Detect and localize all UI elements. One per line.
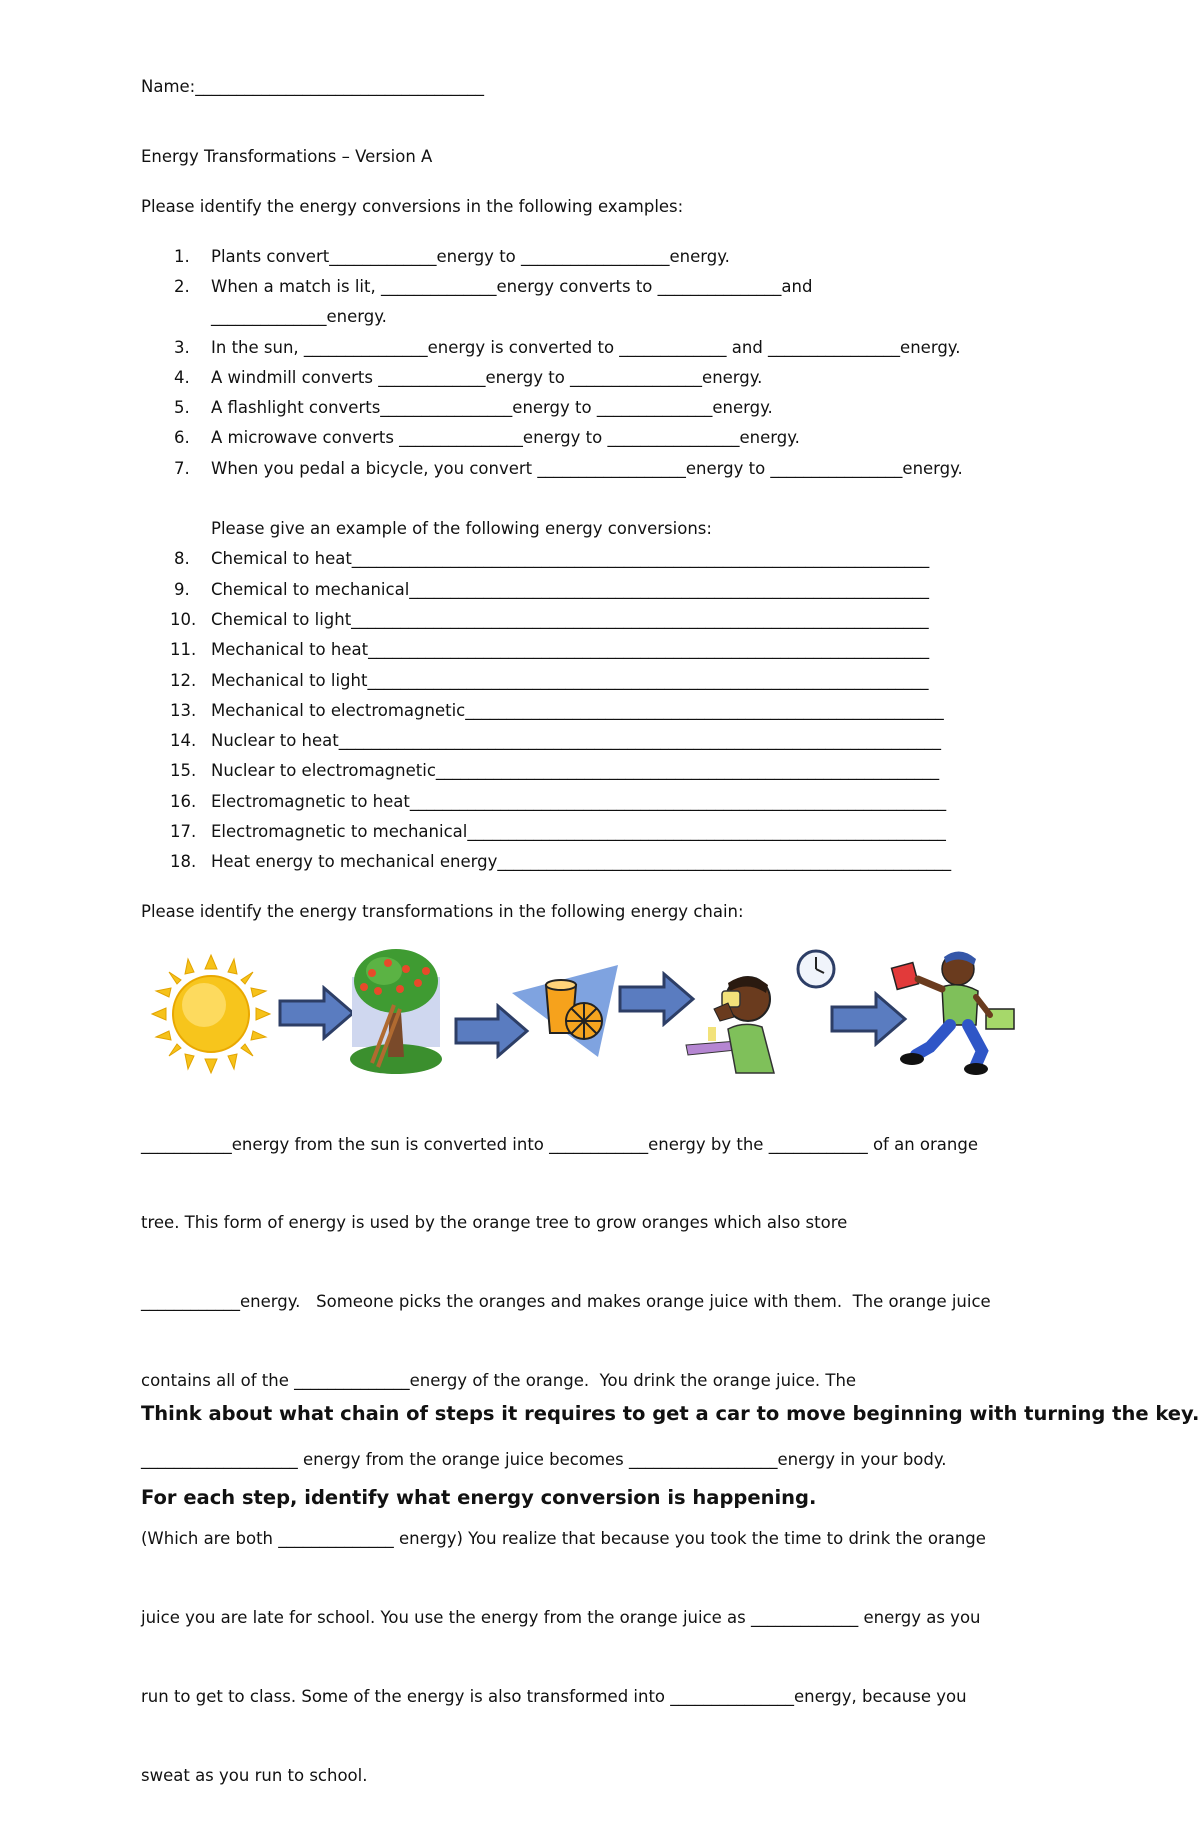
question-text: Electromagnetic to heat_________________________________________________________________ bbox=[211, 792, 947, 811]
question-text: Electromagnetic to mechanical__________________________________________________________ bbox=[211, 822, 946, 841]
question-text: Chemical to light______________________________________________________________________ bbox=[211, 610, 929, 629]
question-text: Mechanical to light____________________________________________________________________ bbox=[211, 671, 929, 690]
question-text: A flashlight converts________________energy to ______________energy. bbox=[211, 398, 773, 417]
final-prompt bbox=[141, 1344, 1200, 1568]
paragraph-line: ___________energy from the sun is converted into ____________energy by the ____________ of an orange bbox=[141, 1134, 978, 1154]
question-text: Mechanical to heat____________________________________________________________________ bbox=[211, 640, 930, 659]
question-number: 4. bbox=[174, 368, 190, 387]
question-number: 12. bbox=[170, 671, 197, 690]
orange-tree-icon bbox=[348, 947, 444, 1075]
question-number: 6. bbox=[174, 428, 190, 447]
question-number: 7. bbox=[174, 459, 190, 478]
orange-juice-icon bbox=[510, 963, 622, 1059]
name-field-label: Name:___________________________________ bbox=[141, 77, 484, 96]
question-number: 13. bbox=[170, 701, 197, 720]
instruction-identify: Please identify the energy conversions in the following examples: bbox=[141, 197, 684, 216]
question-text: When you pedal a bicycle, you convert __________________energy to ________________energy. bbox=[211, 459, 963, 478]
question-number: 14. bbox=[170, 731, 197, 750]
question-number: 5. bbox=[174, 398, 190, 417]
question-number: 10. bbox=[170, 610, 197, 629]
question-text: Nuclear to electromagnetic_____________________________________________________________ bbox=[211, 761, 940, 780]
question-text: Chemical to heat______________________________________________________________________ bbox=[211, 549, 930, 568]
question-text: Mechanical to electromagnetic__________________________________________________________ bbox=[211, 701, 944, 720]
paragraph-line: ___________________ energy from the orange juice becomes __________________energy in your body. bbox=[141, 1450, 947, 1470]
instruction-examples: Please give an example of the following energy conversions: bbox=[211, 519, 712, 538]
boy-drinking-icon bbox=[684, 969, 784, 1077]
question-text: ______________energy. bbox=[211, 307, 387, 326]
arrow-icon bbox=[278, 985, 356, 1041]
question-number: 1. bbox=[174, 247, 190, 266]
sun-icon bbox=[150, 953, 272, 1075]
paragraph-line: run to get to class. Some of the energy is also transformed into _______________energy, because you bbox=[141, 1686, 967, 1706]
paragraph-line: tree. This form of energy is used by the orange tree to grow oranges which also store bbox=[141, 1213, 848, 1233]
energy-chain bbox=[140, 945, 1020, 1077]
question-number: 8. bbox=[174, 549, 190, 568]
question-number: 9. bbox=[174, 580, 190, 599]
question-text: Nuclear to heat_________________________________________________________________________ bbox=[211, 731, 941, 750]
question-number: 2. bbox=[174, 277, 190, 296]
question-number: 11. bbox=[170, 640, 197, 659]
paragraph-line: ____________energy. Someone picks the oranges and makes orange juice with them. The orange juice bbox=[141, 1292, 991, 1312]
question-text: Plants convert_____________energy to __________________energy. bbox=[211, 247, 730, 266]
question-text: A windmill converts _____________energy to ________________energy. bbox=[211, 368, 763, 387]
paragraph-line: (Which are both ______________ energy) You realize that because you took the time to drink the orange bbox=[141, 1529, 986, 1549]
question-number: 15. bbox=[170, 761, 197, 780]
question-number: 3. bbox=[174, 338, 190, 357]
final-prompt-line: For each step, identify what energy conversion is happening. bbox=[141, 1486, 817, 1509]
worksheet-title: Energy Transformations – Version A bbox=[141, 147, 433, 166]
question-number: 16. bbox=[170, 792, 197, 811]
question-text: In the sun, _______________energy is converted to _____________ and ________________energy. bbox=[211, 338, 961, 357]
question-text: When a match is lit, ______________energy converts to _______________and bbox=[211, 277, 813, 296]
question-text: Chemical to mechanical_______________________________________________________________ bbox=[211, 580, 930, 599]
question-number: 17. bbox=[170, 822, 197, 841]
clock-icon bbox=[796, 947, 836, 991]
instruction-chain: Please identify the energy transformations in the following energy chain: bbox=[141, 902, 744, 921]
boy-running-icon bbox=[890, 947, 1018, 1075]
question-number: 18. bbox=[170, 852, 197, 871]
paragraph-line: sweat as you run to school. bbox=[141, 1765, 368, 1785]
paragraph-line: contains all of the ______________energy of the orange. You drink the orange juice. The bbox=[141, 1371, 857, 1391]
question-text: Heat energy to mechanical energy_______________________________________________________ bbox=[211, 852, 952, 871]
paragraph-line: juice you are late for school. You use the energy from the orange juice as _____________ energy as you bbox=[141, 1607, 981, 1627]
question-text: A microwave converts _______________energy to ________________energy. bbox=[211, 428, 800, 447]
final-prompt-line: Think about what chain of steps it requires to get a car to move beginning with turning the key. bbox=[141, 1402, 1200, 1425]
